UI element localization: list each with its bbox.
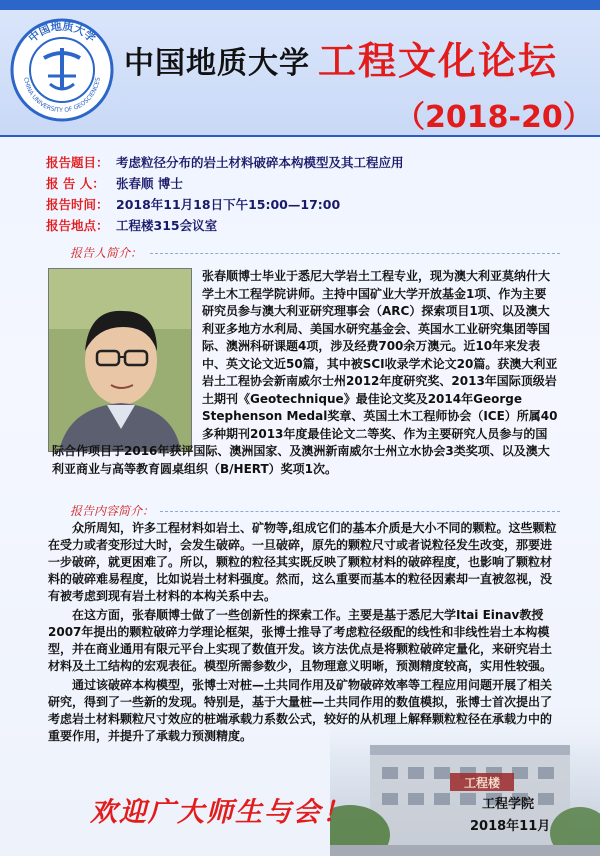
header [0, 0, 600, 137]
abstract-paragraph-3: 通过该破碎本构模型，张博士对桩—土共同作用及矿物破碎效率等工程应用问题开展了相关研究，得到了一些新的发现。特别是，基于大量桩—土共同作用的数值模拟，张博士首次提出了考虑岩土材料颗粒尺寸效应的桩端承载力系数公式，较好的从机理上解释颗粒粒径在承载力中的重要作用，并提升了承载力预测精度。 [48, 678, 553, 743]
title-label: 报告题目： [46, 155, 109, 170]
cugb-logo-icon [10, 18, 114, 122]
header-band [0, 0, 600, 10]
bio-text: 张春顺博士毕业于悉尼大学岩土工程专业，现为澳大利亚莫纳什大学土木工程学院讲师。主持中国矿业大学开放基金1项、作为主要研究员参与澳大利亚研究理事会（ARC）探索项目1项、以及澳大利亚多地方水利局、美国水研究基金会、英国水工业研究集团等国际、澳洲科研课题4项，涉及经费700余万澳元。近10年来发表中、英文论文近50篇，其中被SCI收录学术论文20篇。获澳大利亚岩土工程协会新南威尔士州2012年度研究奖、2013年国际顶级岩土期刊《Geotechnique》最佳论文奖及2014年George Stephenson Medal奖章、英国土木工程师协会（ICE）所属40多种期刊2013年度最佳论文二等奖、作为主要研究人员参与的国际合作项目于2016年获评国际、澳洲国家、及澳洲新南威尔士州立水协会3类奖项、以及澳大利亚商业与高等教育圆桌组织（B/HERT）奖项1次。 [52, 269, 558, 476]
info-row-time [46, 195, 566, 215]
forum-title: 工程文化论坛 [318, 39, 559, 83]
content-divider [160, 511, 560, 512]
content-heading: 报告内容简介： [70, 504, 155, 518]
bio-photo-spacer [52, 268, 202, 426]
info-row-venue [46, 216, 566, 236]
bio-heading: 报告人简介： [70, 246, 143, 260]
logo-english-text: CHINA UNIVERSITY OF GEOSCIENCES [22, 76, 102, 115]
welcome-slogan: 欢迎广大师生与会！ [90, 797, 351, 828]
bio-divider [150, 253, 560, 254]
poster-date: 2018年11月 [470, 819, 551, 834]
organizer: 工程学院 [482, 797, 535, 812]
talk-abstract [48, 520, 558, 747]
university-name: 中国地质大学 [124, 46, 310, 81]
time-label: 报告时间： [46, 197, 109, 212]
talk-time: 2018年11月18日下午15:00—17:00 [116, 197, 341, 212]
speaker-name: 张春顺 博士 [116, 176, 183, 191]
logo-chinese-text: 中国地质大学 [25, 19, 99, 45]
issue-number: （2018-20） [395, 100, 593, 135]
campus-sign: 工程楼 [463, 776, 501, 790]
venue-label: 报告地点： [46, 218, 109, 233]
talk-venue: 工程楼315会议室 [116, 218, 218, 233]
talk-title: 考虑粒径分布的岩土材料破碎本构模型及其工程应用 [116, 155, 404, 170]
info-row-title [46, 153, 566, 173]
speaker-bio [52, 268, 558, 478]
info-block [46, 153, 566, 237]
info-row-speaker [46, 174, 566, 194]
abstract-paragraph-2: 在这方面，张春顺博士做了一些创新性的探索工作。主要是基于悉尼大学Itai Einav教授2007年提出的颗粒破碎力学理论框架，张博士推导了考虑粒径级配的线性和非线性岩土本构模型，并在商业通用有限元平台上实现了数值开发。该方法优点是将颗粒破碎定量化，来研究岩土材料及土工结构的宏观表征。模型所需参数少，且物理意义明晰，预测精度较高，实用性较强。 [48, 608, 553, 673]
speaker-label: 报 告 人： [46, 176, 105, 191]
abstract-paragraph-1: 众所周知，许多工程材料如岩土、矿物等,组成它们的基本介质是大小不同的颗粒。这些颗粒在受力或者变形过大时，会发生破碎。一旦破碎，原先的颗粒尺寸或者说粒径发生改变，那要进一步破碎，就更困难了。所以，颗粒的粒径其实既反映了颗粒材料的破碎程度，也影响了颗粒材料的破碎难易程度，比如说岩土材料强度。然而，这么重要而基本的粒径因素却一直被忽视，没有被考虑到现有岩土材料的本构关系中去。 [48, 521, 557, 603]
